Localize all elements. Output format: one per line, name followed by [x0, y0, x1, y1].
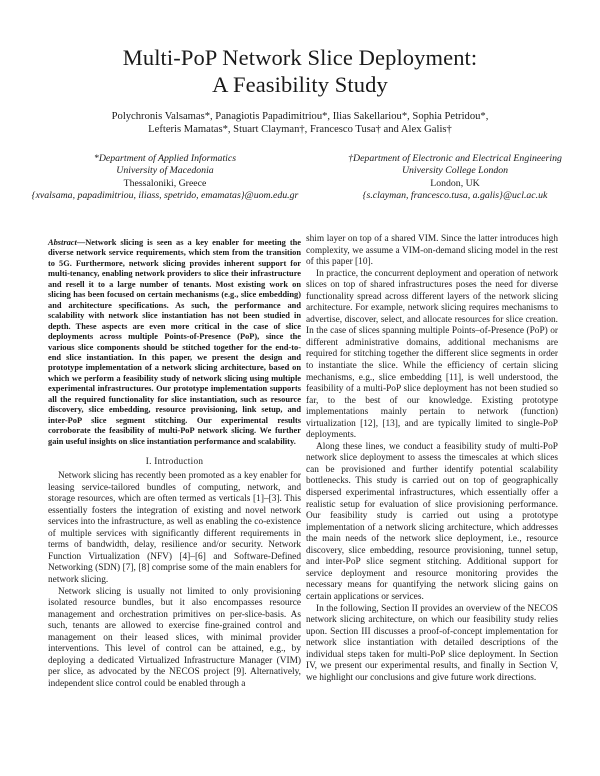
- section-heading-introduction: I. Introduction: [145, 456, 204, 467]
- affiliation-university: University of Macedonia: [116, 165, 214, 177]
- abstract: [48, 238, 301, 447]
- paragraph: Along these lines, we conduct a feasibility study of multi-PoP network slice deployment to assess the timescales at which slices can be provisioned and further identify potential scalability bottlenecks. This study is carried out on top of geographically dispersed experimental infrastructures, which essentially offer a realistic setup for evaluation of slice provisioning performance. Our feasibility study is carried out using a prototype implementation of a network slicing architecture, which addresses the main needs of the network slice deployment, i.e., resource discovery, slice embedding, resource provisioning, tunnel setup, and inter-PoP slice segment stitching. Additional support for service deployment and resource monitoring provides the necessary means for quantifying the network slicing gains on certain applications or services.: [306, 441, 558, 602]
- author-list: [0, 110, 600, 136]
- authors-line-1: Polychronis Valsamas*, Panagiotis Papadimitriou*, Ilias Sakellariou*, Sophia Petridou*,: [111, 111, 489, 122]
- affiliation-city: London, UK: [430, 177, 480, 189]
- affiliation-email: {xvalsama, papadimitriou, iliass, spetrido, emamatas}@uom.edu.gr: [31, 190, 299, 202]
- affiliation-dept: †Department of Electronic and Electrical Engineering: [348, 153, 562, 164]
- affiliation-uom: [0, 153, 330, 203]
- paragraph: In the following, Section II provides an overview of the NECOS network slicing architecture, on which our feasibility study relies upon. Section III discusses a proof-of-concept implementation for network slice instantiation with detailed descriptions of the individual steps taken for multi-PoP slice deployment. In Section IV, we present our experimental results, and finally in Section V, we highlight our conclusions and give future work directions.: [306, 603, 558, 683]
- title-line-1: Multi-PoP Network Slice Deployment:: [122, 45, 478, 70]
- affiliation-university: University College London: [401, 165, 509, 177]
- right-column: [306, 234, 558, 684]
- affiliation-ucl: [300, 153, 600, 203]
- abstract-body: —Network slicing is seen as a key enabler for meeting the diverse network service requirements, which stem from the transition to 5G. Furthermore, network slicing provides inherent support for multi-tenancy, enabling network providers to slice their infrastructure and resell it to a large number of tenants. Most existing work on slicing has been focused on certain mechanisms (e.g., slice embedding) and architecture specifications. As such, the performance and scalability with network slice instantiation has not been studied in depth. These aspects are even more critical in the case of slice deployments across multiple Points-of-Presence (PoP), since the various slice components should be stitched together for the end-to-end slice instantiation. In this paper, we present the design and prototype implementation of a network slicing architecture, based on which we perform a feasibility study of network slicing using multiple experimental infrastructures. Our prototype implementation supports all the required functionality for slice instantiation, such as resource discovery, slice embedding, resource provisioning, link setup, and inter-PoP slice segment stitching. Our experimental results corroborate the feasibility of multi-PoP network slicing. We further gain useful insights on slice instantiation performance and scalability.: [48, 238, 301, 446]
- paragraph: Network slicing is usually not limited to only provisioning isolated resource bundles, but it also encompasses resource management and orchestration primitives on per-slice-basis. As such, tenants are allowed to exercise fine-grained control and management on their leased slices, with minimal provider interventions. This level of control can be attained, e.g., by deploying a dedicated Virtualized Infrastructure Manager (VIM) per slice, as advocated by the NECOS project [9]. Alternatively, independent slice control could be enabled through a: [48, 586, 301, 689]
- paragraph: Network slicing has recently been promoted as a key enabler for leasing service-tailored bundles of computing, network, and storage resources, which are often termed as verticals [1]–[3]. This essentially fosters the integration of existing and novel network services into the infrastructure, as well as enabling the co-existence of multiple services with significantly different requirements in terms of bandwidth, delay, resilience and/or security. Network Function Virtualization (NFV) [4]–[6] and Software-Defined Networking (SDN) [7], [8] comprise some of the main enablers for network slicing.: [48, 471, 301, 585]
- paragraph: In practice, the concurrent deployment and operation of network slices on top of shared infrastructures poses the need for diverse functionality spread across different layers of the network slicing architecture. For example, network slicing requires mechanisms to advertise, discover, select, and allocate resources for slice creation. In the case of slices spanning multiple Points–of-Presence (PoP) or different administrative domains, additional mechanisms are required for stitching together the different slice segments in order to instantiate the slice. While the efficiency of certain slicing mechanisms, e.g., slice embedding [11], is well understood, the feasibility of a multi-PoP slice deployment has not been studied so far, to the best of our knowledge. Existing prototype implementations mainly pertain to network (function) virtualization [12], [13], and are typically limited to single-PoP deployments.: [306, 268, 558, 441]
- authors-line-2: Lefteris Mamatas*, Stuart Clayman†, Francesco Tusa† and Alex Galis†: [148, 124, 452, 136]
- affiliation-city: Thessaloniki, Greece: [123, 177, 207, 189]
- left-column: [48, 238, 301, 690]
- paper-title: [0, 44, 600, 98]
- title-line-2: A Feasibility Study: [212, 72, 388, 97]
- affiliation-email: {s.clayman, francesco.tusa, a.galis}@ucl.ac.uk: [362, 190, 548, 202]
- affiliation-dept: *Department of Applied Informatics: [93, 153, 237, 164]
- abstract-label: Abstract: [48, 238, 77, 247]
- paragraph: shim layer on top of a shared VIM. Since the latter introduces high complexity, we assume a VIM-on-demand slicing model in the rest of this paper [10].: [306, 234, 558, 268]
